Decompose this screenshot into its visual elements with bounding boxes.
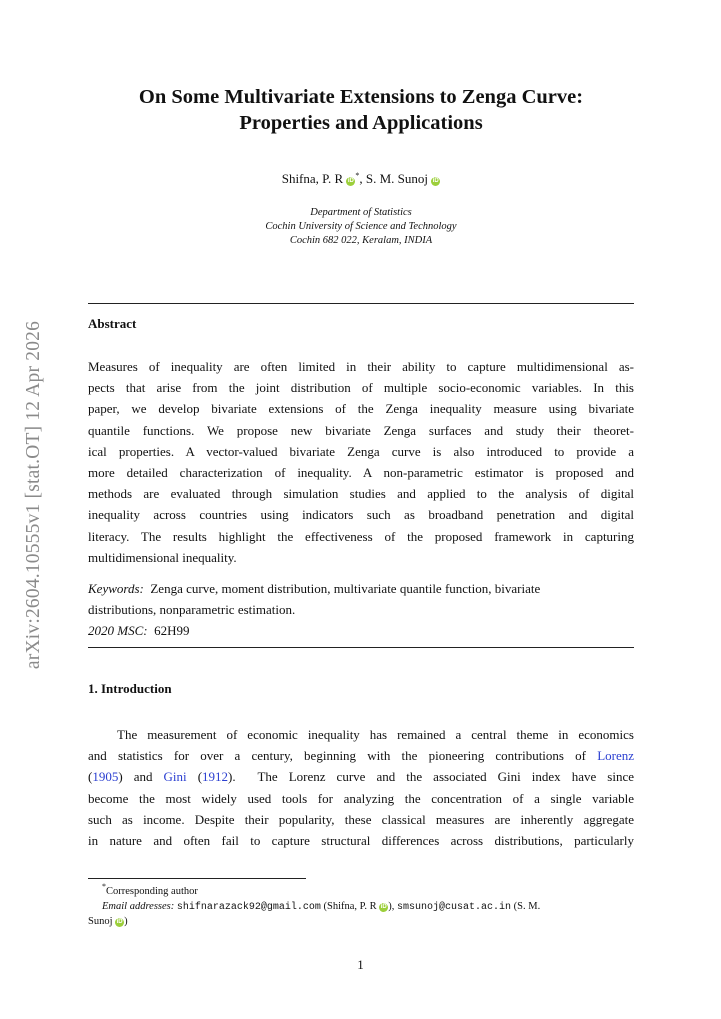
author-1-name: Shifna, P. R <box>281 171 344 186</box>
citation-link-lorenz-year[interactable]: 1905 <box>92 769 119 785</box>
abstract-line: Measures of inequality are often limited in their ability to capture multidimensional as- <box>88 359 634 374</box>
arxiv-identifier[interactable]: arXiv:2604.10555v1 [stat.OT] 12 Apr 2026 <box>23 320 44 670</box>
email-owner-1: (Shifna, P. R <box>323 900 377 912</box>
abstract-line: pects that arise from the joint distribution of multiple socio-economic variables. In this <box>88 380 634 396</box>
keywords-label: Keywords: <box>88 581 144 596</box>
paper-title <box>88 84 634 136</box>
citation-link-gini[interactable]: Gini <box>163 769 187 785</box>
page-number: 1 <box>357 957 364 972</box>
abstract-body <box>88 356 634 568</box>
abstract-top-rule <box>88 303 634 304</box>
intro-line: in nature and often fail to capture structural differences across distributions, particularly <box>88 833 634 849</box>
orcid-icon[interactable]: iD <box>432 178 439 184</box>
abstract-line: multidimensional inequality. <box>88 549 237 565</box>
orcid-icon[interactable]: iD <box>116 919 123 925</box>
section-heading-introduction: 1. Introduction <box>88 681 172 696</box>
intro-text: and <box>133 769 153 785</box>
introduction-body <box>88 724 634 851</box>
citation-link-gini-year[interactable]: 1912 <box>202 769 229 785</box>
author-list <box>88 171 634 187</box>
email-link-2[interactable]: smsunoj@cusat.ac.in <box>396 901 512 913</box>
footnote-emails: Email addresses: shifnarazack92@gmail.com (Shifna, P. R iD ), smsunoj@cusat.ac.in (S. M. <box>102 900 541 913</box>
orcid-icon[interactable]: iD <box>380 903 387 910</box>
msc-value: 62H99 <box>154 623 190 639</box>
email-label: Email addresses: <box>102 900 175 912</box>
abstract-heading: Abstract <box>88 316 137 331</box>
affiliation-address: Cochin 682 022, Keralam, INDIA <box>289 235 433 246</box>
intro-line: (1905) and Gini (1912). The Lorenz curve and the associated Gini index have since <box>88 769 634 785</box>
title-line-2: Properties and Applications <box>239 112 483 134</box>
keywords-text-1: Zenga curve, moment distribution, multivariate quantile function, bivariate <box>150 581 541 596</box>
abstract-line: paper, we develop bivariate extensions of the Zenga inequality measure using bivariate <box>88 401 634 417</box>
email-owner-2-cont: Sunoj <box>88 916 113 927</box>
intro-line: become the most widely used tools for analyzing the concentration of a single variable <box>88 790 634 806</box>
footnote-corresponding: *Corresponding author <box>102 882 198 897</box>
email-owner-2: (S. M. <box>513 900 541 912</box>
footnote-rule <box>88 878 306 879</box>
abstract-line: quantile functions. We propose new bivariate Zenga surfaces and study their theoret- <box>88 422 634 438</box>
intro-line <box>88 745 634 766</box>
intro-text: The Lorenz curve and the associated Gini index have since <box>257 769 634 785</box>
abstract-bottom-rule <box>88 647 634 648</box>
footnote-corresponding-text: Corresponding author <box>106 886 198 897</box>
msc-line <box>88 620 634 641</box>
affiliation-university: Cochin University of Science and Technology <box>265 221 457 232</box>
intro-line: such as income. Despite their popularity, these classical measures are inherently aggregate <box>88 811 634 827</box>
citation-link-lorenz[interactable]: Lorenz <box>597 748 634 764</box>
abstract-line: literacy. The results highlight the effectiveness of the proposed framework in capturing <box>88 528 634 544</box>
author-separator: , <box>359 171 366 186</box>
affiliation-block <box>88 206 634 248</box>
intro-line: The measurement of economic inequality has remained a central theme in economics <box>117 727 634 742</box>
author-2-name: S. M. Sunoj <box>365 171 429 186</box>
keywords-line-1 <box>88 578 634 599</box>
email-link-1[interactable]: shifnarazack92@gmail.com <box>176 901 321 913</box>
keywords-text-2: distributions, nonparametric estimation. <box>88 602 296 618</box>
orcid-icon[interactable]: iD <box>347 178 354 184</box>
intro-text: and statistics for over a century, beginning with the pioneering contributions of <box>88 748 586 764</box>
title-line-1: On Some Multivariate Extensions to Zenga Curve: <box>138 86 584 108</box>
msc-label: 2020 MSC: <box>88 623 148 639</box>
footnote-emails-cont: Sunoj iD ) <box>88 916 128 927</box>
abstract-line: ical properties. A vector-valued bivariate Zenga curve is also introduced to provide a <box>88 443 634 459</box>
footnote-block <box>88 880 634 930</box>
keywords-block <box>88 578 634 642</box>
corresponding-mark: * <box>355 171 360 180</box>
abstract-line: methods are evaluated through simulation studies and applied to the analysis of digital <box>88 486 634 502</box>
abstract-line: inequality across countries using indicators such as broadband penetration and digital <box>88 507 634 523</box>
abstract-line: more detailed characterization of inequality. A non-parametric estimator is proposed and <box>88 465 634 481</box>
affiliation-department: Department of Statistics <box>310 207 412 218</box>
